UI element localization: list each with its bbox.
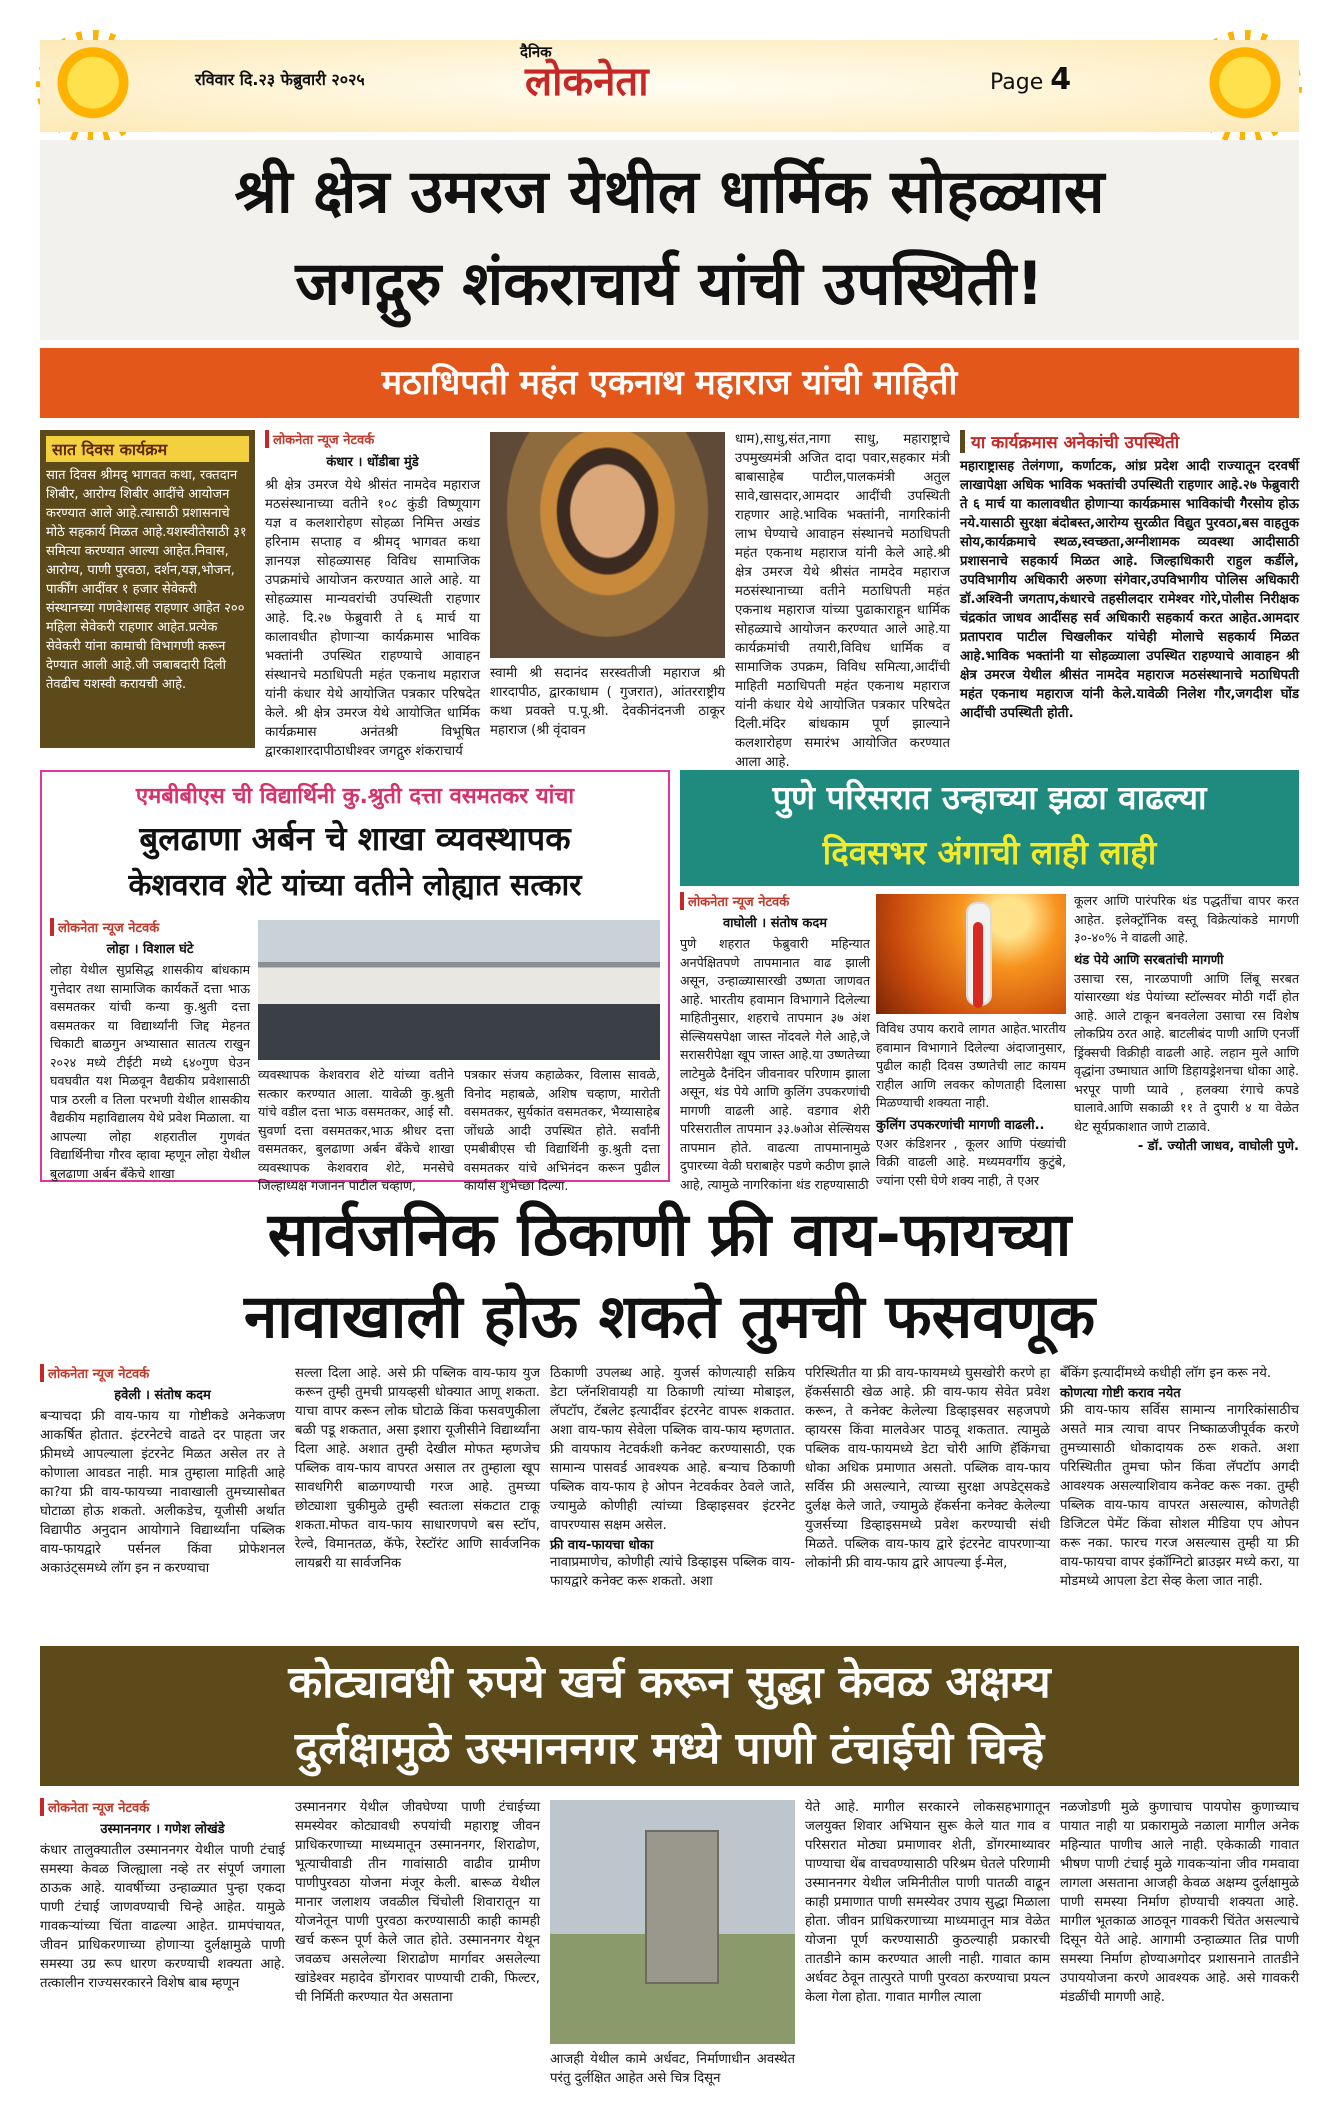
- story4-subhead-risk: फ्री वाय-फायचा धोका: [550, 1538, 654, 1553]
- page-label: [990, 62, 1071, 97]
- story3-col3: [1074, 892, 1299, 1182]
- story3-col3b-text: उसाचा रस, नारळपाणी आणि लिंबू सरबत यांसारख्या थंड पेयांच्या स्टॉल्सवर मोठी गर्दी होत आहे. आले टाकून बनवलेला उसाचा रस विशेष लोकप्रिय ठरत आहे. बाटलीबंद पाणी आणि एनर्जी ड्रिंक्सची विक्रीही वाढली आहे. लहान मुले आणि वृद्धांना उष्माघात आणि डिहायड्रेशनचा धोका आहे. भरपूर पाणी प्यावे , हलक्या रंगाचे कपडे घालावे.आणि सकाळी ११ ते दुपारी ४ या वेळेत थेट सूर्यप्रकाशात जाणे टाळावे.: [1074, 970, 1299, 1134]
- lead-sidebar-title: सात दिवस कार्यक्रम: [46, 436, 249, 462]
- story4-col5-text: बँकिंग इत्यादींमध्ये कधीही लॉग इन करू नये.: [1060, 1366, 1272, 1381]
- story5-col1: [40, 1798, 285, 2092]
- byline: उस्माननगर । गणेश लोखंडे: [100, 1822, 225, 1837]
- story4-subhead-donts: कोणत्या गोष्टी कराव नयेत: [1060, 1386, 1181, 1401]
- story2-col3: पत्रकार संजय कहाळेकर, विलास सावळे, विनोद महाबळे, अशिष चव्हाण, मारोती वसमतकर, सुर्यकांत वसमतकर, भैय्यासाहेब जोंधळे आदी उपस्थित होते. सर्वांनी एमबीबीएस ची विद्यार्थिनी कु.श्रुती दत्ता वसमतकर यांचे अभिनंदन करून पुढील कार्यास शुभेच्छा दिल्या.: [464, 1067, 660, 1193]
- story4-col3-text: ठिकाणी उपलब्ध आहे. युजर्स कोणत्याही सक्रिय डेटा प्लॅनशिवायही या ठिकाणी त्यांच्या मोबाइल, लॅपटॉप, टॅबलेट इत्यादींवर इंटरनेट वापरू शकतात. अशा वाय-फाय सेवेला पब्लिक वाय-फाय म्हणतात. फ्री वायफाय नेटवर्कशी कनेक्ट करण्यासाठी, एक सामान्य पासवर्ड आवश्यक आहे. बऱ्याच ठिकाणी पब्लिक वाय-फाय हे ओपन नेटवर्कवर ठेवले जाते, ज्यामुळे कोणीही त्यांच्या डिव्हाइसवर इंटरनेट वापरण्यास सक्षम असेल.: [550, 1366, 795, 1533]
- water-tank-photo: [550, 1800, 795, 2044]
- story3-signoff: - डॉ. ज्योती जाधव, वाघोली पुणे.: [1137, 1139, 1299, 1154]
- news-network-tag: लोकनेता न्यूज नेटवर्क: [40, 1364, 285, 1382]
- thermometer-mercury: [973, 922, 983, 1008]
- story3-headline-line2: दिवसभर अंगाची लाही लाही: [822, 833, 1157, 872]
- story5-col1-text: कंधार तालुक्यातील उस्माननगर येथील पाणी टंचाई समस्या केवळ जिल्ह्याला नव्हे तर संपूर्ण जगाला ठाऊक आहे. यावर्षीच्या उन्हाळ्यात पुन्हा एकदा पाणी टंचाई जाणवण्याची चिन्हे आहेत. यामुळे गावकऱ्यांच्या चिंता वाढल्या आहेत. ग्रामपंचायत, जीवन प्राधिकरणाच्या होणाऱ्या दुर्लक्षामुळे पाणी समस्या उग्र रूप धारण करण्याची शक्यता आहे. तत्कालीन राज्यसरकारने विशेष बाब म्हणून: [40, 1843, 285, 1991]
- story3-col1: [680, 892, 870, 1192]
- story5-headline-line1: कोट्यावधी रुपये खर्च करून सुद्धा केवळ अक्षम्य: [288, 1657, 1051, 1708]
- byline: वाघोली । संतोष कदम: [722, 916, 828, 931]
- story3-col2a-text: विविध उपाय करावे लागत आहेत.भारतीय हवामान विभागाने दिलेल्या अंदाजानुसार, पुढील काही दिवस उष्णतेची लाट कायम राहील आणि लवकर कोणताही दिलासा मिळण्याची शक्यता नाही.: [876, 1021, 1066, 1110]
- logo-prefix: दैनिक: [520, 43, 552, 61]
- lead-col1: [265, 430, 480, 759]
- lead-headline: [40, 140, 1299, 340]
- story4-col2: सल्ला दिला आहे. असे फ्री पब्लिक वाय-फाय युज करून तुम्ही तुमची प्रायव्हसी धोक्यात आणू शकता. याचा वापर करून लोक घोटाळे किंवा फसवणुकीला बळी पडू शकतात, असा इशारा यूजीसीने विद्यार्थ्यांना दिला आहे. अशात तुम्ही देखील मोफत म्हणजेच पब्लिक वाय-फाय वापरत असाल तर तुम्हाला खूप सावधगिरी बाळगण्याची गरज आहे. तुमच्या छोट्याशा चुकीमुळे तुम्ही स्वतःला संकटात टाकू शकता.मोफत वाय-फाय साधारणपणे बस स्टॉप, रेल्वे, विमानतळ, कॅफे, रेस्टॉरंट आणि सार्वजनिक लायब्ररी या सार्वजनिक: [295, 1366, 540, 1571]
- story3-col1-text: पुणे शहरात फेब्रुवारी महिन्यात अनपेक्षितपणे तापमानात वाढ झाली असून, उन्हाळ्यासारखी उष्णता जाणवत आहे. भारतीय हवामान विभागाने दिलेल्या माहितीनुसार, शहराचे तापमान ३७ अंश सेल्सियसपेक्षा जास्त नोंदवले गेले आहे,जे सरासरीपेक्षा खूप जास्त आहे.या उष्णतेच्या लाटेमुळे दैनंदिन जीवनावर परिणाम झाला असून, थंड पेये आणि कुलिंग उपकरणांची मागणी वाढली आहे. वडगाव शेरी परिसरातील तापमान ३३.७ओअ सेल्सियस तापमान होते. वाढत्या तापमानामुळे दुपारच्या वेळी घराबाहेर पडणे कठीण झाले आहे, त्यामुळे नागरिकांना थंड राहण्यासाठी: [680, 936, 870, 1192]
- page-number: 4: [1050, 62, 1072, 97]
- story5-col5: नळजोडणी मुळे कुणाचाच पायपोस कुणाच्याच पायात नाही या प्रकारामुळे नळाला मागील अनेक महिन्यात पाणीच आले नाही. एकेकाळी गावात भीषण पाणी टंचाई मुळे गावकऱ्यांना जीव गमवावा लागला असताना आजही केवळ अक्षम्य दुर्लक्षामुळे पाणी समस्या निर्माण होण्याची शक्यता आहे. मागील भूतकाळ आठवून गावकरी चिंतेत असल्याचे दिसून येते आहे. आगामी उन्हाळ्यात तिव्र पाणी समस्या निर्माण होण्याअगोदर प्रशासनाने तातडीने उपाययोजना करणे आवश्यक आहे. असे गावकरी मंडळींची मागणी आहे.: [1060, 1800, 1299, 2005]
- story3-subhead-drinks: थंड पेये आणि सरबतांची मागणी: [1074, 952, 1224, 968]
- story2-col1-text: लोहा येथील सुप्रसिद्ध शासकीय बांधकाम गुत्तेदार तथा सामाजिक कार्यकर्ते दत्ता भाऊ वसमतकर यांची कन्या कु.श्रुती दत्ता वसमतकर या विद्यार्थ्यांनी जिद्द मेहनत चिकाटी बाळगुन अभ्यासात सातत्य राखुन २०२४ मध्ये टीईटी मध्ये ६४०गुण घेउन घवघवीत यश मिळवून वैद्यकीय प्रवेशासाठी पात्र ठरली व तिला परभणी येथील शासकीय वैद्यकीय महाविद्यालय येथे प्रवेश मिळाला. या आपल्या लोहा शहरातील गुणवंत विद्यार्थिनीचा गौरव व्हावा म्हणून लोहा येथील बुलढाणा अर्बन बँकेचे शाखा: [50, 962, 250, 1181]
- story4-col5: [1060, 1364, 1299, 1632]
- story2-headline-line1: बुलढाणा अर्बन चे शाखा व्यवस्थापक: [139, 819, 571, 858]
- news-network-tag: लोकनेता न्यूज नेटवर्क: [50, 918, 250, 936]
- story3-subhead-cooling: कुलिंग उपकरणांची मागणी वाढली..: [876, 1117, 1045, 1133]
- lead-col1-text: श्री क्षेत्र उमरज येथे श्रीसंत नामदेव महाराज मठसंस्थानाच्या वतीने १०८ कुंडी विष्णूयाग यज्ञ व कलशारोहण सोहळा निमित्त अखंड हरिनाम सप्ताह व श्रीमद् भागवत कथा ज्ञानयज्ञ सोहळ्यासह विविध सामाजिक उपक्रमांचे आयोजन करण्यात आले आहे. या सोहळ्यास मान्यवरांची उपस्थिती राहणार आहे. दि.२७ फेब्रुवारी ते ६ मार्च या कालावधीत होणाऱ्या कार्यक्रमास भाविक भक्तांनी उपस्थित राहण्याचे आवाहन संस्थानचे मठाधिपती महंत एकनाथ महाराज यांनी कंधार येथे आयोजित पत्रकार परिषदेत केले. श्री क्षेत्र उमरज येथे आयोजित धार्मिक कार्यक्रमास अनंतश्री विभूषित द्वारकाशारदापीठाधीश्वर जगद्गुरु शंकराचार्य: [265, 478, 480, 759]
- story5-headline: [40, 1646, 1299, 1786]
- lead-right-title: या कार्यक्रमास अनेकांची उपस्थिती: [960, 430, 1299, 453]
- news-network-tag: लोकनेता न्यूज नेटवर्क: [265, 430, 480, 448]
- story4-headline-line2: नावाखाली होऊ शकते तुमची फसवणूक: [243, 1282, 1096, 1352]
- water-tank-caption: आजही येथील कामे अर्धवट, निर्माणाधीन अवस्थेत परंतु दुर्लक्षित आहेत असे चित्र दिसून: [550, 2052, 795, 2086]
- thermometer-photo: [876, 894, 1066, 1014]
- lead-sidebar-text: सात दिवस श्रीमद् भागवत कथा, रक्तदान शिबीर, आरोग्य शिबीर आदींचे आयोजन करण्यात आले आहे.त्यासाठी प्रशासनाचे मोठे सहकार्य मिळत आहे.यशस्वीतेसाठी ३१ समित्या करण्यात आल्या आहेत.निवास, आरोग्य, पाणी पुरवठा, दर्शन,यज्ञ,भोजन, पार्कींग आदींवर १ हजार सेवेकरी संस्थानच्या गणवेशासह राहणार आहेत २०० महिला सेवेकरी राहणार आहेत.प्रत्येक सेवेकरी यांना कामाची विभागणी करून देण्यात आली आहे.जी जबाबदारी दिली तेवढीच यशस्वी करायची आहे.: [46, 468, 247, 692]
- story5-col2: उस्माननगर येथील जीवघेण्या पाणी टंचाईच्या समस्येवर कोट्यावधी रुपयांची महाराष्ट्र जीवन प्राधिकरणाच्या माध्यमातून उस्माननगर, शिराढोण, भूत्याचीवाडी तीन गावांसाठी वाढीव ग्रामीण पाणीपुरवठा योजना मंजूर केली. बारूळ येथील मानार जलाशय जवळील चिंचोली शिवारातून या योजनेतून पाणी पुरवठा करण्यासाठी काही कामही खर्च करून पूर्ण केले जात होते. उस्माननगर येथून जवळच असलेल्या शिराढोण मार्गावर असलेल्या खांडेश्वर महादेव डोंगरावर पाण्याची टाकी, फिल्टर, ची निर्मिती करण्यात येत असताना: [295, 1800, 540, 2005]
- story4-headline-line1: सार्वजनिक ठिकाणी फ्री वाय-फायच्या: [267, 1200, 1072, 1270]
- story5-col4: येते आहे. मागील सरकारने लोकसहभागातून जलयुक्त शिवार अभियान सुरू केले यात गाव व परिसरात मोठ्या प्रमाणावर शेती, डोंगरमाथ्यावर पाण्याचा थेंब वाचवण्यासाठी परिश्रम घेतले परिणामी उस्माननगर येथील जमिनीतील पाणी पातळी वाढून काही प्रमाणात पाणी समस्येवर उपाय सुद्धा मिळाला होता. जीवन प्राधिकरणाच्या माध्यमातून मात्र वेळेत योजना पूर्ण करण्यासाठी कुठल्याही प्रकारची तातडीने काम करण्यात आली नाही. गावात काम अर्धवट ठेवून तात्पुरते पाणी पुरवठा करण्याचा प्रयत्न केला गेला होता. गावात मागील त्याला: [805, 1800, 1050, 2005]
- story2-kicker: एमबीबीएस ची विद्यार्थिनी कु.श्रुती दत्ता वसमतकर यांचा: [135, 784, 575, 809]
- story3-col2b-text: एअर कंडिशनर , कूलर आणि पंख्यांची विक्री वाढली आहे. मध्यमवर्गीय कुटुंबे, ज्यांना एसी घेणे शक्य नाही, ते एअर: [876, 1135, 1066, 1188]
- byline: कंधार । धोंडीबा मुंडे: [326, 455, 419, 470]
- story3-headline-line1: पुणे परिसरात उन्हाच्या झळा वाढल्या: [772, 778, 1207, 817]
- story4-col4: परिस्थितीत या फ्री वाय-फायमध्ये घुसखोरी करणे हा हॅकर्ससाठी खेळ आहे. फ्री वाय-फाय सेवेत प्रवेश करून, ते कनेक्ट केलेल्या डिव्हाइसवर सहजपणे व्हायरस किंवा मालवेअर पाठवू शकतात. त्यामुळे पब्लिक वाय-फायमध्ये डेटा चोरी आणि हॅकिंगचा धोका अधिक प्रमाणात असतो. पब्लिक वाय-फाय सर्विस फ्री असल्याने, त्याच्या सुरक्षा अपडेट्सकडे दुर्लक्ष केले जाते, ज्यामुळे हॅकर्सना कनेक्ट केलेल्या युजर्सच्या डिव्हाइसमध्ये प्रवेश करण्याची संधी मिळते. पब्लिक वाय-फाय द्वारे इंटरनेट वापरणाऱ्या लोकांनी फ्री वाय-फाय द्वारे आपल्या ई-मेल,: [805, 1366, 1050, 1571]
- story2-headline-line2: केशवराव शेटे यांच्या वतीने लोह्यात सत्कार: [128, 868, 582, 903]
- story4-col3: [550, 1364, 795, 1632]
- news-network-tag: लोकनेता न्यूज नेटवर्क: [40, 1798, 285, 1816]
- portrait-caption: स्वामी श्री सदानंद सरस्वतीजी महाराज श्री शारदापीठ, द्वारकाधाम ( गुजरात), आंतरराष्ट्रीय कथा प्रवक्ते प.पू.श्री. देवकीनंदनजी ठाकूर महाराज (श्री वृंदावन: [490, 666, 725, 738]
- byline: हवेली । संतोष कदम: [114, 1388, 211, 1403]
- story3-headline: [680, 770, 1299, 886]
- story5-headline-line2: दुर्लक्षामुळे उस्माननगर मध्ये पाणी टंचाईची चिन्हे: [294, 1723, 1045, 1774]
- sun-icon: [50, 44, 136, 130]
- sun-icon: [1202, 44, 1288, 130]
- story3-col3a-text: कूलर आणि पारंपरिक थंड पद्धतींचा वापर करत आहेत. इलेक्ट्रॉनिक वस्तू विक्रेत्यांकडे मागणी ३०-४०% ने वाढली आहे.: [1074, 893, 1299, 945]
- page-label-text: Page: [990, 70, 1044, 95]
- newspaper-logo: लोकनेता: [525, 59, 649, 105]
- felicitation-photo: [258, 920, 660, 1060]
- news-network-tag: लोकनेता न्यूज नेटवर्क: [680, 892, 870, 910]
- lead-headline-line2: जगद्गुरु शंकराचार्य यांची उपस्थिती!: [295, 249, 1044, 319]
- lead-headline-line1: श्री क्षेत्र उमरज येथील धार्मिक सोहळ्यास: [234, 157, 1105, 227]
- lead-right-text: महाराष्ट्रासह तेलंगणा, कर्णाटक, आंध्र प्रदेश आदी राज्यातून दरवर्षी लाखापेक्षा अधिक भाविक भक्तांची उपस्थिती राहणार आहे.२७ फेब्रुवारी ते ६ मार्च या कालावधीत होणाऱ्या कार्यक्रमास भाविकांची गैरसोय होऊ नये.यासाठी सुरक्षा बंदोबस्त,आरोग्य सुरळीत विद्युत पुरवठा,बस वाहतुक सोय,कार्यक्रमाचे स्थळ,स्वच्छता,अग्नीशामक व्यवस्था आदीसाठी प्रशासनाचे सहकार्य मिळत आहे. जिल्हाधिकारी राहुल कर्डीले, उपविभागीय अधिकारी अरुणा संगेवार,उपविभागीय पोलिस अधिकारी डॉ.अश्विनी जगताप,कंधारचे तहसीलदार रामेश्वर गोरे,पोलीस निरीक्षक चंद्रकांत जाधव आदींसह सर्व अधिकारी सहकार्य करत आहेत.आमदार प्रतापराव पाटील चिखलीकर यांचेही मोलाचे सहकार्य मिळत आहे.भाविक भक्तांनी या सोहळ्याला उपस्थित राहण्याचे आवाहन श्री क्षेत्र उमरज येथील श्रीसंत नामदेव महाराज मठसंस्थानाचे मठाधिपती महंत एकनाथ महाराज यांनी केले.यावेळी निलेश गौर,जगदीश घोंड आदींची उपस्थिती होती.: [960, 459, 1299, 721]
- lead-col3: धाम),साधु,संत,नागा साधु, महाराष्ट्राचे उपमुख्यमंत्री अजित दादा पवार,सहकार मंत्री बाबासाहेब पाटील,पालकमंत्री अतुल सावे,खासदार,आमदार आदींची उपस्थिती राहणार आहे.भाविक भक्तांनी, नागरिकांनी लाभ घेण्याचे आवाहन संस्थानचे मठाधिपती महंत एकनाथ महाराज यांनी केले आहे.श्री क्षेत्र उमरज येथे श्रीसंत नामदेव महाराज मठसंस्थानाच्या वतीने मठाधिपती महंत एकनाथ महाराज यांच्या पुढाकाराहून धार्मिक सोहळ्याचे आयोजन करण्यात आले आहे.या कार्यक्रमांची तयारी,विविध धार्मिक व सामाजिक उपक्रम, विविध समित्या,आदींची माहिती मठाधिपती महंत एकनाथ महाराज यांनी कंधार येथे आयोजित पत्रकार परिषदेत दिली.मंदिर बांधकाम पूर्ण झाल्याने कलशारोहण समारंभ आयोजित करण्यात आला आहे.: [735, 432, 950, 770]
- story4-col5b-text: फ्री वाय-फाय सर्विस सामान्य नागरिकांसाठीच असते मात्र त्याचा वापर निष्काळजीपूर्वक करणे तुमच्यासाठी धोकादायक ठरू शकते. अशा परिस्थितीत तुमचा फोन किंवा लॅपटॉप अगदी आवश्यक असल्याशिवाय कनेक्ट करू नका. तुम्ही पब्लिक वाय-फाय वापरत असल्यास, कोणतेही डिजिटल पेमेंट किंवा सोशल मीडिया एप ओपन करू नका. फारच गरज असल्यास तुम्ही या फ्री वाय-फायचा वापर इंकॉग्निटो ब्राउझर मध्ये करा, या मोडमध्ये आपला डेटा सेव्ह केला जात नाही.: [1060, 1403, 1299, 1589]
- story4-col1-text: बऱ्याचदा फ्री वाय-फाय या गोष्टीकडे अनेकजण आकर्षित होतात. इंटरनेटचे वाढते दर पाहता जर फ्रीमध्ये आपल्याला इंटरनेट मिळत असेल तर ते कोणाला आवडत नाही. मात्र तुम्हाला माहिती आहे का?या फ्री वाय-फायच्या नावाखाली तुमच्यासोबत घोटाळा होऊ शकतो. अलीकडेच, यूजीसी अर्थात विद्यापीठ अनुदान आयोगाने विद्यार्थ्यांना पब्लिक वाय-फायद्वारे पर्सनल किंवा प्रोफेशनल अकाउंट्समध्ये लॉग इन न करण्याचा: [40, 1409, 285, 1576]
- story3-col2: [876, 1020, 1066, 1188]
- lead-right: [960, 430, 1299, 748]
- lead-banner: मठाधिपती महंत एकनाथ महाराज यांची माहिती: [40, 348, 1299, 418]
- issue-date: रविवार दि.२३ फेब्रुवारी २०२५: [195, 70, 365, 89]
- story4-col3b-text: नावाप्रमाणेच, कोणीही त्यांचे डिव्हाइस पब्लिक वाय-फायद्वारे कनेक्ट करू शकतो. अशा: [550, 1555, 795, 1589]
- story4-col1: [40, 1364, 285, 1632]
- story2-col2: व्यवस्थापक केशवराव शेटे यांच्या वतीने सत्कार करण्यात आला. यावेळी कु.श्रुती यांचे वडील दत्ता भाऊ वसमतकर, आई सौ. सुवर्णा दत्ता वसमतकर,भाऊ श्रीधर दत्ता वसमतकर, बुलढाणा अर्बन बँकेचे शाखा व्यवस्थापक केशवराव शेटे, मनसेचे जिल्हाध्यक्ष गजानन पाटील चव्हाण,: [258, 1067, 454, 1193]
- water-tank-structure: [645, 1830, 719, 1984]
- story2-col1: [50, 918, 250, 1181]
- portrait-photo: [490, 432, 725, 658]
- byline: लोहा । विशाल घंटे: [106, 942, 194, 957]
- lead-sidebar: [40, 430, 255, 748]
